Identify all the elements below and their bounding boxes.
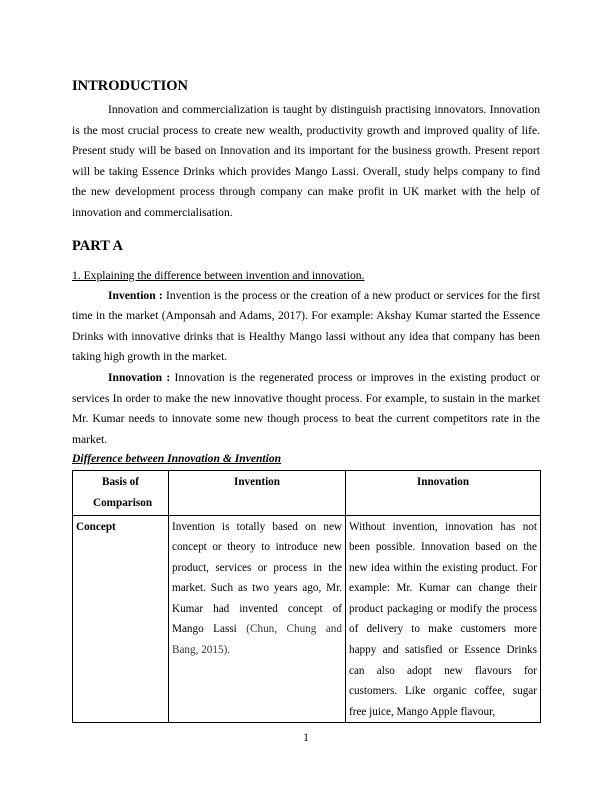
header-innovation: Innovation	[346, 471, 541, 515]
innovation-paragraph	[72, 368, 540, 450]
innovation-term: Innovation :	[108, 370, 171, 384]
row-innovation-text: Without invention, innovation has not been possible. Innovation based on the new idea within the existing product. For example: Mr. Kumar can change their product packaging or modify the process of delivery to make customers more happy and satisfied or Essence Drinks can also adopt new flavours for customers. Like organic coffee, sugar free juice, Mango Apple flavour,	[349, 520, 537, 718]
table-title: Difference between Innovation & Invention	[72, 452, 282, 466]
invention-definition: Invention is the process or the creation of a new product or services for the first time in the market (Amponsah and Adams, 2017). For example: Akshay Kumar started the Essence Drinks with innovative drinks that is Healthy Mango lassi without any idea that company has been taking high growth in the market.	[72, 288, 540, 364]
page-number: 1	[303, 731, 309, 744]
table-row	[73, 515, 541, 722]
part-a-heading: PART A	[72, 237, 123, 254]
invention-term: Invention :	[108, 288, 163, 302]
invention-paragraph	[72, 286, 540, 368]
row-innovation-cell	[346, 515, 541, 722]
innovation-definition: Innovation is the regenerated process or improves in the existing product or services In order to make the new innovative thought process. For example, to sustain in the market Mr. Kumar needs to innovate some new though process to beat the current competitors rate in the market.	[72, 370, 541, 446]
page-content	[72, 76, 540, 723]
question-1-subheading: 1. Explaining the difference between invention and innovation.	[72, 268, 365, 282]
header-invention: Invention	[169, 471, 346, 515]
introduction-heading: INTRODUCTION	[72, 78, 189, 94]
row-invention-text: Invention is totally based on new concept or theory to introduce new product, services or process in the market. Such as two years ago, Mr. Kumar had invented concept of Mango Lassi	[172, 520, 342, 636]
introduction-paragraph: Innovation and commercialization is taught by distinguish practising innovators. Innovation is the most crucial process to create new wealth, productivity growth and improved quality of life. Present study will be based on Innovation and its important for the business growth. Present report will be taking Essence Drinks which provides Mango Lassi. Overall, study helps company to find the new development process through company can make profit in UK market with the help of innovation and commercialisation.	[72, 103, 540, 219]
comparison-table	[72, 470, 541, 722]
row-basis-concept: Concept	[73, 515, 169, 722]
table-header-row	[73, 471, 541, 515]
row-invention-cell	[169, 515, 346, 722]
row-invention-citation: (Chun, Chung and Bang, 2015).	[172, 623, 342, 657]
header-basis: Basis of Comparison	[73, 471, 169, 515]
